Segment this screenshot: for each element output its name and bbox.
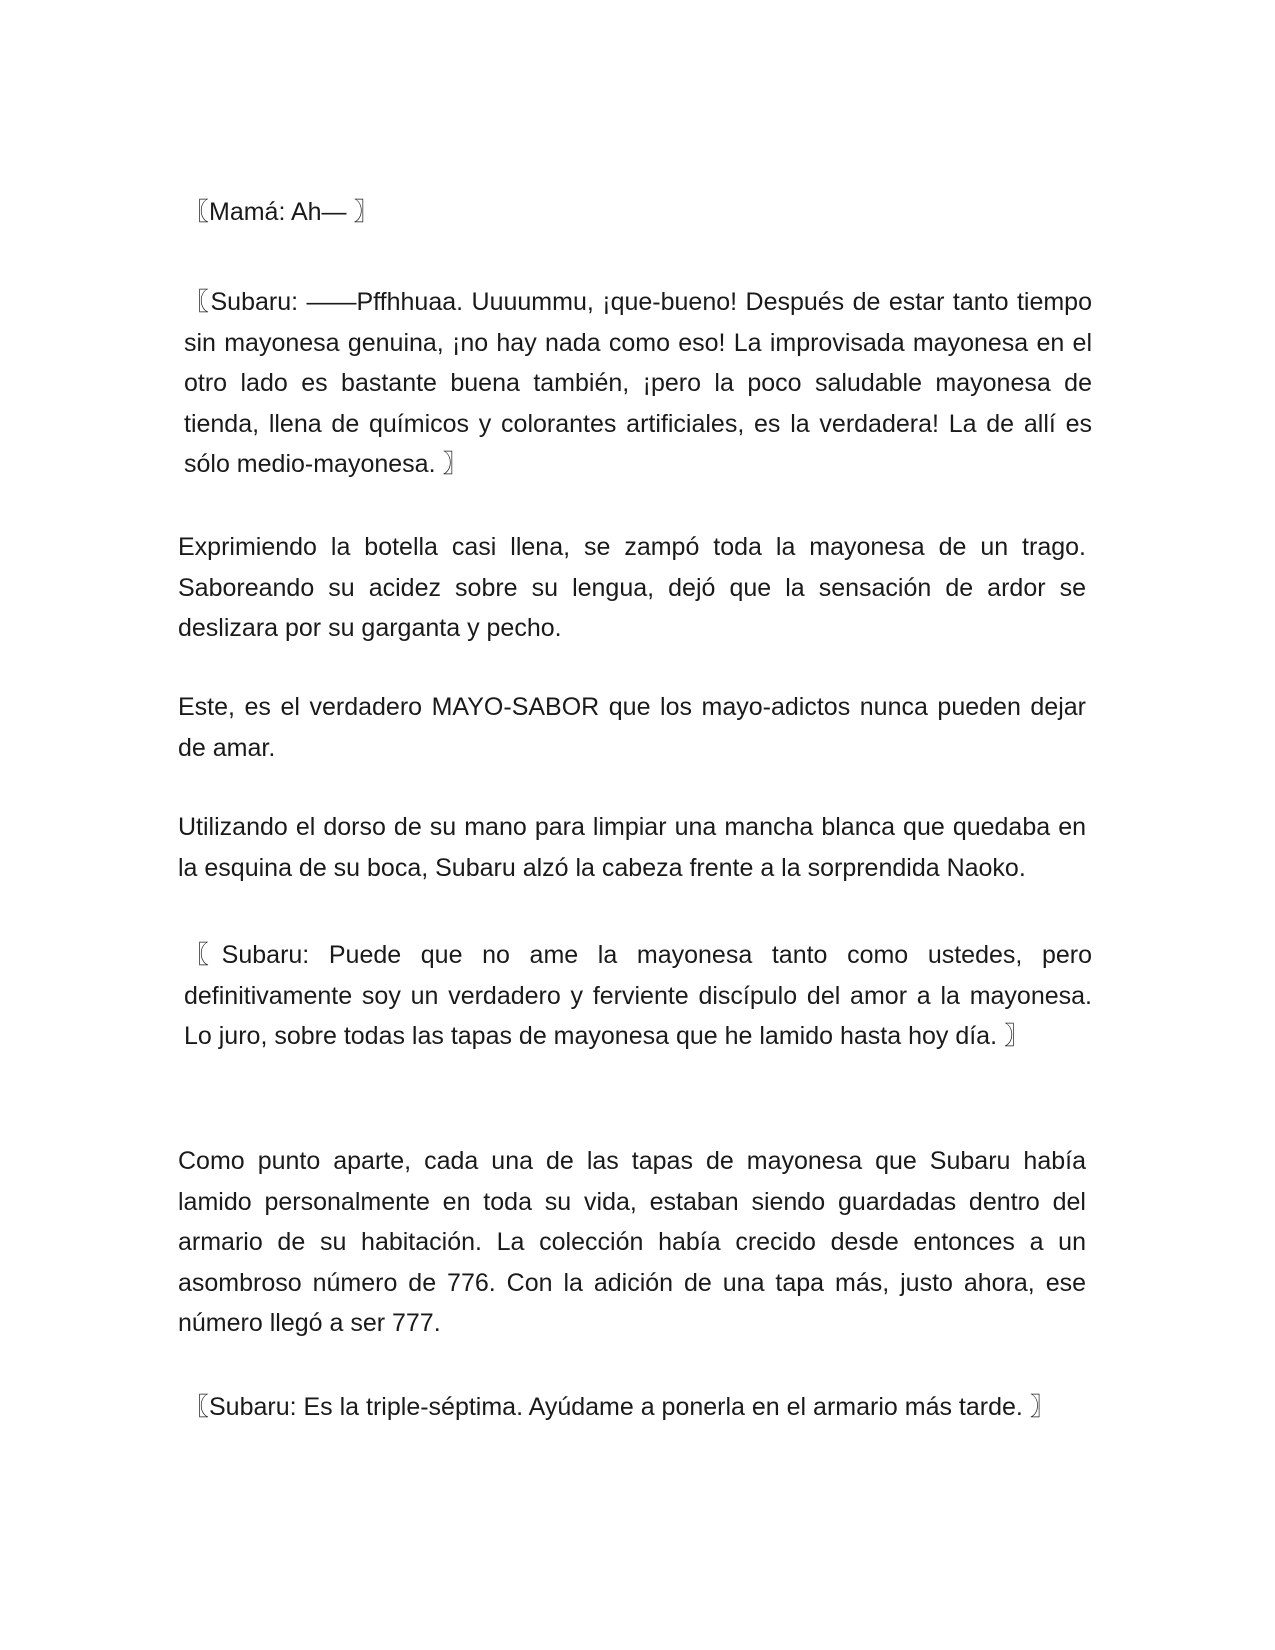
- dialogue-mama: 〖Mamá: Ah— 〗: [184, 198, 379, 226]
- narration-paragraph: Como punto aparte, cada una de las tapas de mayonesa que Subaru había lamido personalmente en toda su vida, estaban siendo guardadas dentro del armario de su habitación. La colección había crecido desde entonces a un asombroso número de 776. Con la adición de una tapa más, justo ahora, ese número llegó a ser 777.: [178, 1147, 1086, 1337]
- narration-paragraph: Este, es el verdadero MAYO-SABOR que los mayo-adictos nunca pueden dejar de amar.: [178, 693, 1086, 762]
- narration-paragraph: Utilizando el dorso de su mano para limpiar una mancha blanca que quedaba en la esquina de su boca, Subaru alzó la cabeza frente a la sorprendida Naoko.: [178, 813, 1086, 882]
- dialogue-subaru-triple: 〖Subaru: Es la triple-séptima. Ayúdame a ponerla en el armario más tarde. 〗: [184, 1393, 1055, 1421]
- narration-paragraph: Exprimiendo la botella casi llena, se zampó toda la mayonesa de un trago. Saboreando su acidez sobre su lengua, dejó que la sensación de ardor se deslizara por su garganta y pecho.: [178, 533, 1086, 642]
- dialogue-subaru-mayonesa: 〖Subaru: ——Pffhhuaa. Uuuummu, ¡que-bueno! Después de estar tanto tiempo sin mayonesa genuina, ¡no hay nada como eso! La improvisada mayonesa en el otro lado es bastante buena también, ¡pero la poco saludable mayonesa de tienda, llena de químicos y colorantes artificiales, es la verdadera! La de allí es sólo medio-mayonesa. 〗: [184, 288, 1092, 478]
- dialogue-subaru-juro: 〖Subaru: Puede que no ame la mayonesa tanto como ustedes, pero definitivamente soy un verdadero y ferviente discípulo del amor a la mayonesa. Lo juro, sobre todas las tapas de mayonesa que he lamido hasta hoy día. 〗: [184, 941, 1092, 1050]
